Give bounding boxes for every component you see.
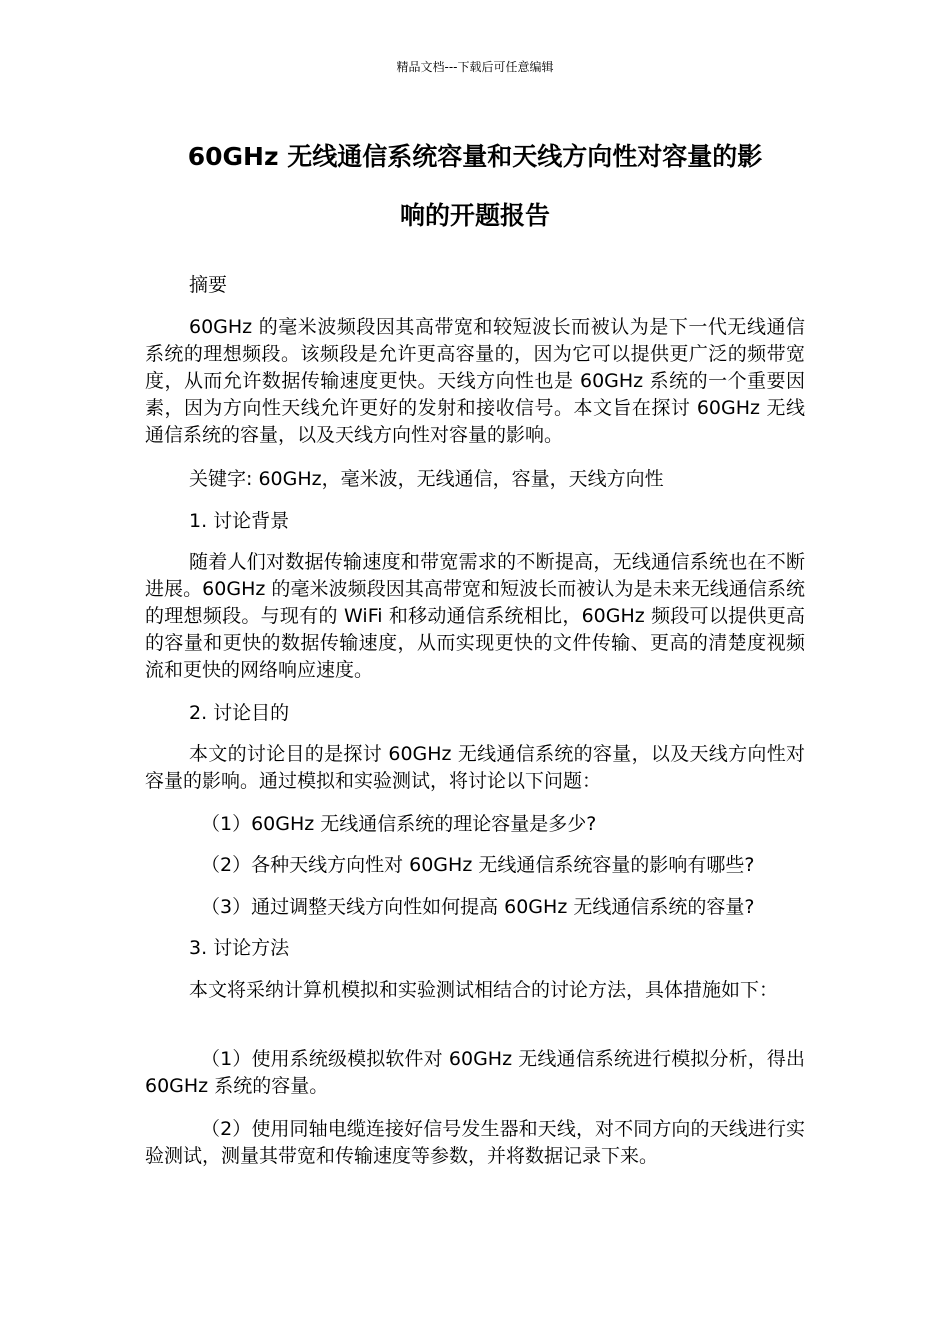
section-2-body: 本文的讨论目的是探讨 60GHz 无线通信系统的容量，以及天线方向性对容量的影响。通过模拟和实验测试，将讨论以下问题： bbox=[145, 743, 805, 792]
question-3: （3）通过调整天线方向性如何提高 60GHz 无线通信系统的容量? bbox=[201, 896, 755, 918]
section-1-body: 随着人们对数据传输速度和带宽需求的不断提高，无线通信系统也在不断进展。60GHz 的毫米波频段因其高带宽和短波长而被认为是未来无线通信系统的理想频段。与现有的 WiFi 和移动通信系统相比，60GHz 频段可以提供更高的容量和更快的数据传输速度，从而实现更快的文件传输、更高的清楚度视频流和更快的网络响应速度。 bbox=[145, 551, 805, 681]
title-line-1: 60GHz 无线通信系统容量和天线方向性对容量的影 bbox=[187, 142, 763, 171]
page-header: 精品文档---下载后可任意编辑 bbox=[396, 60, 554, 74]
keywords: 关键字: 60GHz，毫米波，无线通信，容量，天线方向性 bbox=[189, 468, 664, 490]
abstract-heading: 摘要 bbox=[189, 274, 228, 296]
question-2: （2）各种天线方向性对 60GHz 无线通信系统容量的影响有哪些? bbox=[201, 854, 755, 876]
method-1: （1）使用系统级模拟软件对 60GHz 无线通信系统进行模拟分析，得出 60GHz 系统的容量。 bbox=[145, 1048, 805, 1097]
section-3-body: 本文将采纳计算机模拟和实验测试相结合的讨论方法，具体措施如下： bbox=[189, 979, 779, 1001]
section-1-heading: 1. 讨论背景 bbox=[189, 510, 290, 532]
question-1: （1）60GHz 无线通信系统的理论容量是多少? bbox=[201, 813, 597, 835]
title-line-2: 响的开题报告 bbox=[399, 201, 550, 230]
section-3-heading: 3. 讨论方法 bbox=[189, 937, 290, 959]
section-2-heading: 2. 讨论目的 bbox=[189, 702, 290, 724]
method-2: （2）使用同轴电缆连接好信号发生器和天线，对不同方向的天线进行实验测试，测量其带宽和传输速度等参数，并将数据记录下来。 bbox=[145, 1118, 805, 1167]
abstract-body: 60GHz 的毫米波频段因其高带宽和较短波长而被认为是下一代无线通信系统的理想频段。该频段是允许更高容量的，因为它可以提供更广泛的频带宽度，从而允许数据传输速度更快。天线方向性也是 60GHz 系统的一个重要因素，因为方向性天线允许更好的发射和接收信号。本文旨在探讨 60GHz 无线通信系统的容量，以及天线方向性对容量的影响。 bbox=[145, 316, 805, 446]
